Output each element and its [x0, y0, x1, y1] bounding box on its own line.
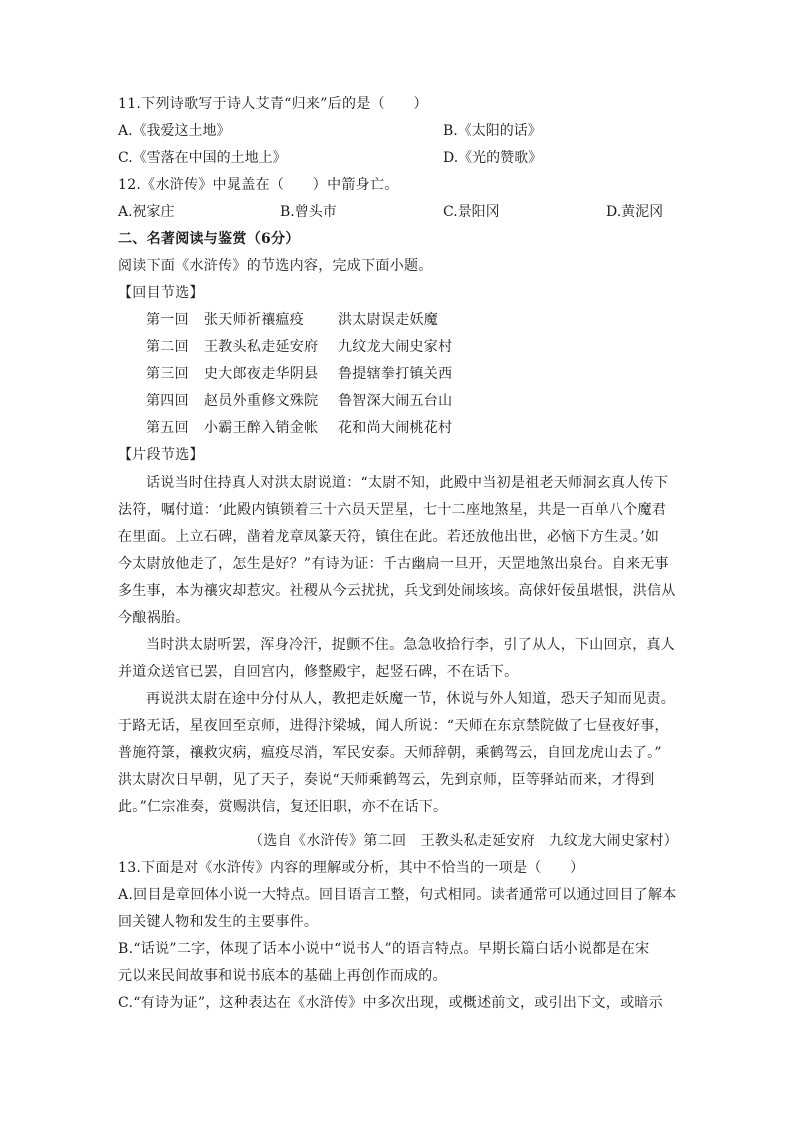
- q12-stem: 12.《水浒传》中晁盖在（ ）中箭身亡。: [118, 177, 399, 193]
- huimu-second: 洪太尉误走妖魔: [338, 312, 439, 328]
- q11-option-a: A.《我爱这土地》: [118, 123, 231, 139]
- huimu-second: 鲁智深大闹五台山: [338, 393, 453, 409]
- huimu-row: [146, 391, 706, 411]
- passage-source: （选自《水浒传》第二回 王教头私走延安府 九纹龙大闹史家村）: [249, 833, 678, 849]
- passage-line: 普施符箓，禳救灾病，瘟疫尽消，军民安泰。天师辞朝，乘鹤驾云，自回龙虎山去了。”: [118, 745, 662, 761]
- huimu-index: 第四回: [146, 393, 189, 409]
- q12-option-d: D.黄泥冈: [606, 204, 664, 220]
- q11-option-b: B.《太阳的话》: [443, 123, 542, 139]
- section-heading: 二、名著阅读与鉴赏（6分）: [118, 231, 300, 247]
- section-intro: 阅读下面《水浒传》的节选内容，完成下面小题。: [118, 258, 433, 274]
- huimu-first: 史大郎夜走华阴县: [204, 366, 319, 382]
- passage-line: 法符，嘱付道：‘此殿内镇锁着三十六员天罡星，七十二座地煞星，共是一百单八个魔君: [118, 502, 667, 518]
- huimu-row: [146, 337, 706, 357]
- q13-option-line: A.回目是章回体小说一大特点。回目语言工整，句式相同。读者通常可以通过回目了解本: [118, 887, 677, 903]
- q13-stem: 13.下面是对《水浒传》内容的理解或分析，其中不恰当的一项是（ ）: [118, 860, 585, 876]
- huimu-second: 花和尚大闹桃花村: [338, 420, 453, 436]
- huimu-row: [146, 310, 706, 330]
- passage-line: 话说当时住持真人对洪太尉说道：“太尉不知，此殿中当初是祖老天师洞玄真人传下: [146, 475, 669, 491]
- passage-line: 今太尉放他走了，怎生是好？”有诗为证：千古幽扃一旦开，天罡地煞出泉台。自来无事: [118, 556, 669, 572]
- huimu-second: 鲁提辖拳打镇关西: [338, 366, 453, 382]
- huimu-row: [146, 364, 706, 384]
- huimu-index: 第三回: [146, 366, 189, 382]
- huimu-second: 九纹龙大闹史家村: [338, 339, 453, 355]
- passage-line: 洪太尉次日早朝，见了天子，奏说“天师乘鹤驾云，先到京师，臣等驿站而来，才得到: [118, 772, 655, 788]
- huimu-first: 小霸王醉入销金帐: [204, 420, 319, 436]
- passage-line: 当时洪太尉听罢，浑身冷汗，捉颤不住。急急收拾行李，引了从人，下山回京，真人: [146, 637, 676, 653]
- huimu-first: 赵员外重修文殊院: [204, 393, 319, 409]
- huimu-first: 张天师祈禳瘟疫: [204, 312, 305, 328]
- huimu-first: 王教头私走延安府: [204, 339, 319, 355]
- passage-line: 再说洪太尉在途中分付从人，教把走妖魔一节，休说与外人知道，恐天子知而见责。: [146, 691, 676, 707]
- q11-stem: 11.下列诗歌写于诗人艾青“归来”后的是（ ）: [118, 96, 428, 112]
- huimu-label: 【回目节选】: [118, 285, 204, 301]
- huimu-row: [146, 418, 706, 438]
- passage-line: 此。”仁宗准奏，赏赐洪信，复还旧职，亦不在话下。: [118, 799, 448, 815]
- passage-line: 并道众送官已罢，自回宫内，修整殿宇，起竖石碑，不在话下。: [118, 664, 519, 680]
- passage-line: 多生事，本为禳灾却惹灾。社稷从今云扰扰，兵戈到处闹垓垓。高俅奸佞虽堪恨，洪信从: [118, 583, 676, 599]
- q12-option-a: A.祝家庄: [118, 204, 175, 220]
- q13-option-line: C.“有诗为证”，这种表达在《水浒传》中多次出现，或概述前文，或引出下文，或暗示: [118, 995, 663, 1011]
- q13-option-line: 元以来民间故事和说书底本的基础上再创作而成的。: [118, 968, 447, 984]
- q12-option-c: C.景阳冈: [443, 204, 500, 220]
- passage-line: 今酿祸胎。: [118, 610, 190, 626]
- q13-option-line: 回关键人物和发生的主要事件。: [118, 914, 319, 930]
- q11-option-d: D.《光的赞歌》: [443, 150, 543, 166]
- pianduan-label: 【片段节选】: [118, 447, 204, 463]
- q12-option-b: B.曾头市: [280, 204, 337, 220]
- q13-option-line: B.“话说”二字，体现了话本小说中“说书人”的语言特点。早期长篇白话小说都是在宋: [118, 941, 650, 957]
- q11-option-c: C.《雪落在中国的土地上》: [118, 150, 287, 166]
- huimu-index: 第一回: [146, 312, 189, 328]
- huimu-index: 第五回: [146, 420, 189, 436]
- passage-line: 于路无话，星夜回至京师，进得汴梁城，闻人所说：“天师在东京禁院做了七昼夜好事，: [118, 718, 669, 734]
- huimu-index: 第二回: [146, 339, 189, 355]
- passage-line: 在里面。上立石碑，凿着龙章凤篆天符，镇住在此。若还放他出世，必恼下方生灵。’如: [118, 529, 660, 545]
